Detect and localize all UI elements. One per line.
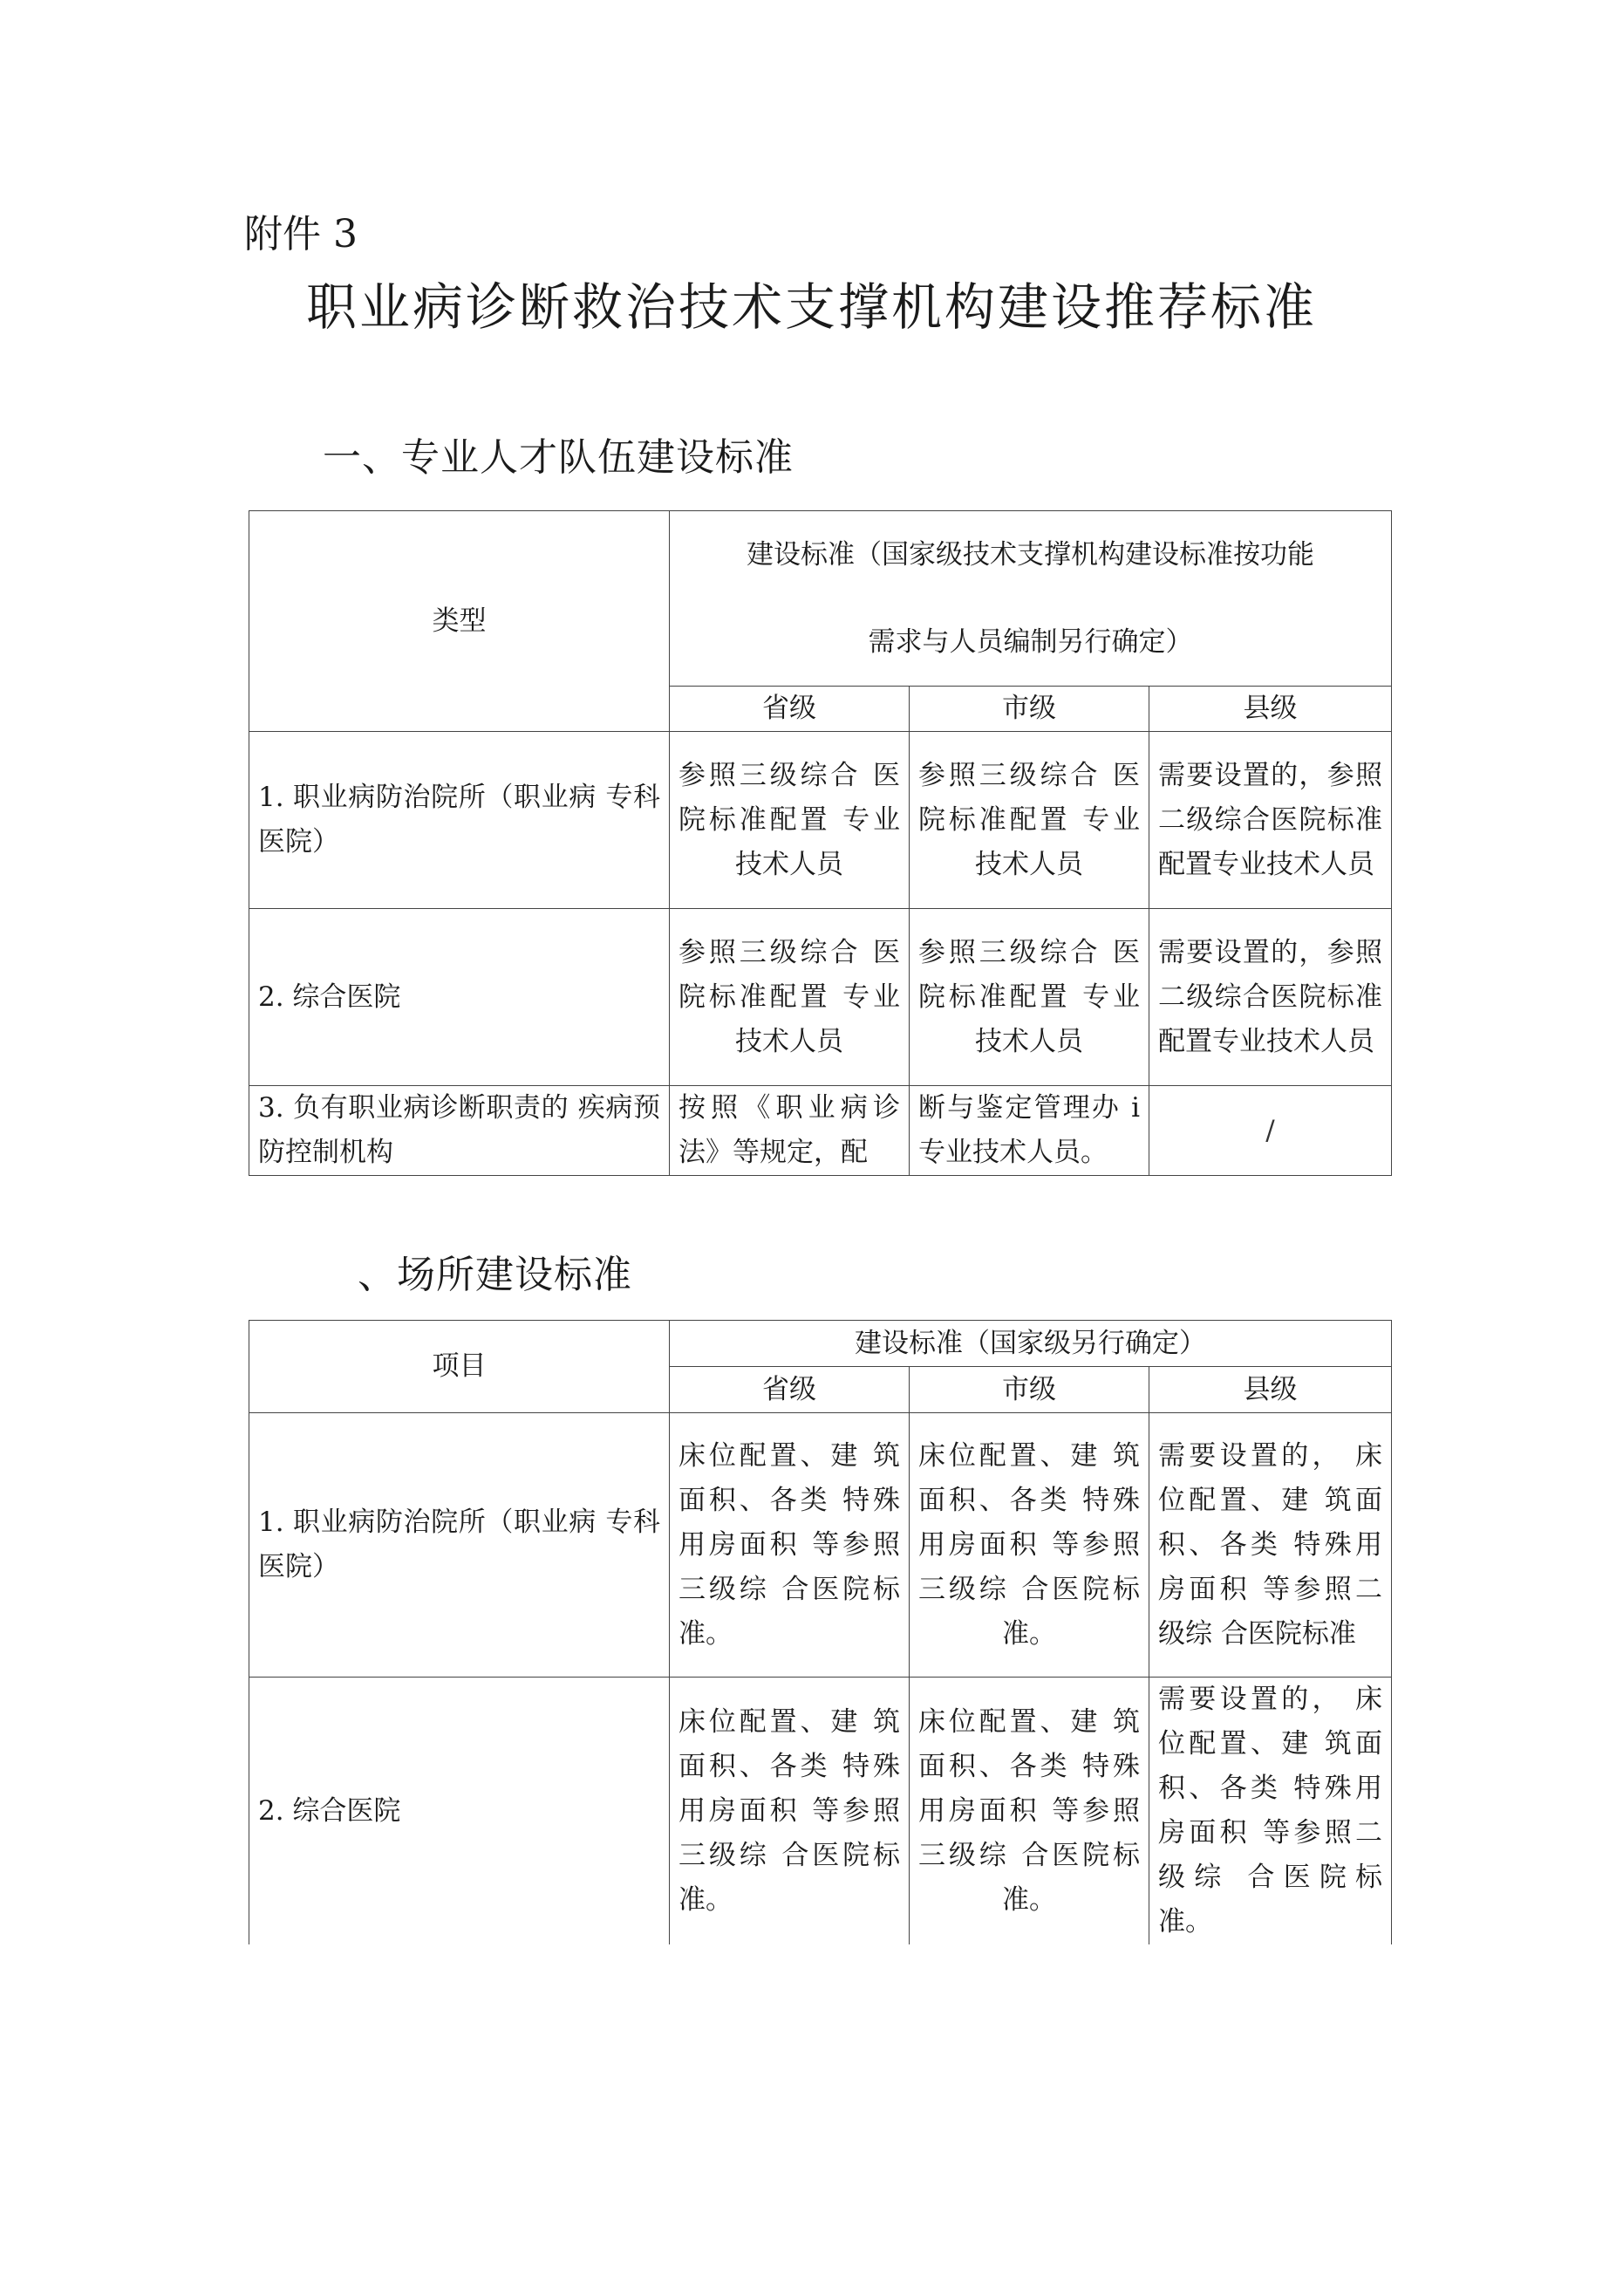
table-row — [249, 732, 1392, 909]
standard-header-line2: 需求与人员编制另行确定） — [868, 626, 1193, 658]
standard-header — [670, 511, 1392, 687]
level-city-header: 市级 — [910, 1367, 1149, 1413]
row-county: 需要设置的，参照二级综合医院标准配置专业技术人员 — [1149, 909, 1392, 1086]
table-row — [249, 909, 1392, 1086]
standard-header-line1: 建设标准（国家级技术支撑机构建设标准按功能 — [747, 539, 1314, 571]
item-header: 项目 — [249, 1321, 670, 1413]
level-county-header: 县级 — [1149, 1367, 1392, 1413]
row-type: 1. 职业病防治院所（职业病 专科医院） — [249, 1413, 670, 1678]
row-city: 床位配置、建 筑面积、各类 特殊用房面积 等参照三级综 合医院标准。 — [910, 1413, 1149, 1678]
facility-standards-table — [249, 1320, 1392, 1944]
row-province: 床位配置、建 筑面积、各类 特殊用房面积 等参照三级综 合医院标准。 — [670, 1413, 910, 1678]
staffing-standards-table — [249, 510, 1392, 1176]
row-province: 床位配置、建 筑面积、各类 特殊用房面积 等参照三级综 合医院标准。 — [670, 1678, 910, 1945]
attachment-label: 附件 3 — [244, 212, 358, 256]
level-province-header: 省级 — [670, 687, 910, 732]
row-county: / — [1149, 1086, 1392, 1176]
table-row — [249, 1413, 1392, 1678]
row-city: 参照三级综合 医院标准配置 专业技术人员 — [910, 732, 1149, 909]
row-city: 床位配置、建 筑面积、各类 特殊用房面积 等参照三级综 合医院标准。 — [910, 1678, 1149, 1945]
table-row — [249, 1086, 1392, 1176]
level-province-header: 省级 — [670, 1367, 910, 1413]
row-county: 需要设置的， 床位配置、建 筑面积、各类 特殊用房面积 等参照二级综 合医院标准。 — [1149, 1678, 1392, 1945]
standard-header: 建设标准（国家级另行确定） — [670, 1321, 1392, 1367]
row-type: 2. 综合医院 — [249, 909, 670, 1086]
row-type: 1. 职业病防治院所（职业病 专科医院） — [249, 732, 670, 909]
row-province: 参照三级综合 医院标准配置 专业技术人员 — [670, 732, 910, 909]
document-title: 职业病诊断救治技术支撑机构建设推荐标准 — [305, 277, 1317, 337]
table-row — [249, 1678, 1392, 1945]
level-county-header: 县级 — [1149, 687, 1392, 732]
row-county: 需要设置的，参照二级综合医院标准配置专业技术人员 — [1149, 732, 1392, 909]
row-type: 3. 负有职业病诊断职责的 疾病预防控制机构 — [249, 1086, 670, 1176]
section1-heading: 一、专业人才队伍建设标准 — [323, 435, 794, 480]
level-city-header: 市级 — [910, 687, 1149, 732]
row-type: 2. 综合医院 — [249, 1678, 670, 1945]
row-province: 按照《职业病诊法》等规定，配 — [670, 1086, 910, 1176]
section2-heading: 、场所建设标准 — [358, 1253, 632, 1297]
row-city: 参照三级综合 医院标准配置 专业技术人员 — [910, 909, 1149, 1086]
row-county: 需要设置的， 床位配置、建 筑面积、各类 特殊用房面积 等参照二级综 合医院标准 — [1149, 1413, 1392, 1678]
row-city: 断与鉴定管理办 i 专业技术人员。 — [910, 1086, 1149, 1176]
type-header: 类型 — [249, 511, 670, 732]
row-province: 参照三级综合 医院标准配置 专业技术人员 — [670, 909, 910, 1086]
